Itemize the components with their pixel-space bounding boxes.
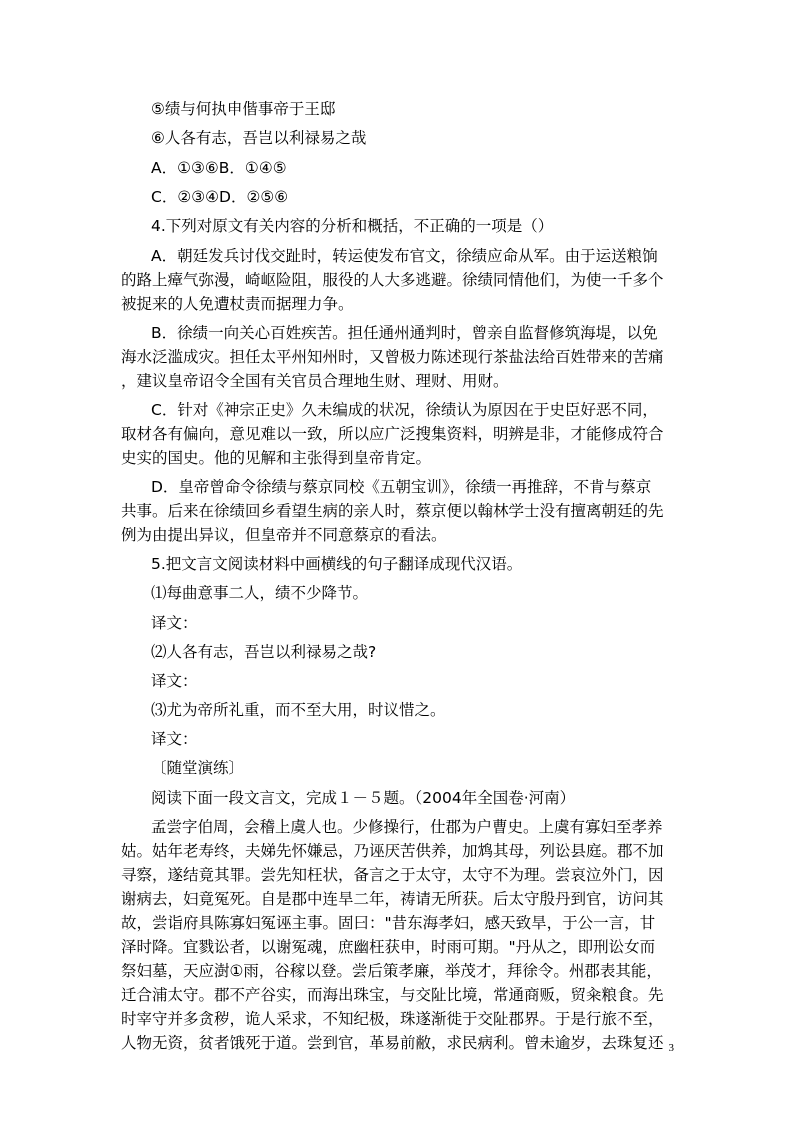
passage-line: 谢病去，妇竟冤死。自是郡中连旱二年，祷请无所获。后太守殷丹到官，访问其 — [121, 890, 664, 908]
passage-line: 人物无资，贫者饿死于道。尝到官，革易前敝，求民病利。曾未逾岁，去珠复还 — [121, 1034, 664, 1052]
translation-item: ⑴每曲意事二人，绩不少降节。 — [151, 584, 369, 602]
translation-item: ⑶尤为帝所礼重，而不至大用，时议惜之。 — [151, 701, 446, 719]
exercise-instruction: 阅读下面一段文言文，完成１－５题。（2004年全国卷·河南） — [151, 789, 576, 807]
question-4-prompt: 4.下列对原文有关内容的分析和概括，不正确的一项是（） — [151, 217, 554, 235]
passage-line: 姑。姑年老寿终，夫娣先怀嫌忌，乃诬厌苦供养，加鸩其母，列讼县庭。郡不加 — [121, 842, 664, 860]
option-d-line: 例为由提出异议，但皇帝并不同意蔡京的看法。 — [121, 526, 447, 544]
passage-line: 寻察，遂结竟其罪。尝先知枉状，备言之于太守，太守不为理。尝哀泣外门，因 — [121, 866, 664, 884]
translation-item: ⑵人各有志，吾岂以利禄易之哉? — [151, 643, 377, 661]
translation-label: 译文： — [151, 730, 198, 748]
passage-line: 祭妇墓，天应澍①雨，谷稼以登。尝后策孝廉，举茂才，拜徐令。州郡表其能， — [121, 962, 662, 980]
option-c-line: 取材各有偏向，意见难以一致，所以应广泛搜集资料，明辨是非，才能修成符合 — [121, 425, 664, 443]
passage-line: 故，尝诣府具陈寡妇冤诬主事。固曰："昔东海孝妇，感天致旱，于公一言，甘 — [121, 914, 656, 932]
option-d-line: 共事。后来在徐绩回乡看望生病的亲人时，蔡京便以翰林学士没有擅离朝廷的先 — [121, 502, 664, 520]
passage-line: 泽时降。宜戮讼者，以谢冤魂，庶幽枉获申，时雨可期。"丹从之，即刑讼女而 — [121, 938, 656, 956]
passage-line: 时宰守并多贪秽，诡人采求，不知纪极，珠遂渐徙于交阯郡界。于是行旅不至， — [121, 1010, 664, 1028]
option-a-line: 的路上瘴气弥漫，崎岖险阻，服役的人大多逃避。徐绩同情他们，为使一千多个 — [121, 271, 664, 289]
question-5-prompt: 5.把文言文阅读材料中画横线的句子翻译成现代汉语。 — [151, 555, 523, 573]
option-c-line: C．针对《神宗正史》久未编成的状况，徐绩认为原因在于史臣好恶不同， — [151, 401, 658, 419]
text-line: A．①③⑥B．①④⑤ — [151, 159, 287, 177]
page-number: 3 — [668, 1042, 674, 1054]
text-line: C．②③④D．②⑤⑥ — [151, 188, 289, 206]
option-a-line: 被捉来的人免遭杖责而据理力争。 — [121, 295, 354, 313]
option-b-line: 海水泛滥成灾。担任太平州知州时，又曾极力陈述现行茶盐法给百姓带来的苦痛 — [121, 348, 664, 366]
option-c-line: 史实的国史。他的见解和主张得到皇帝肯定。 — [121, 449, 432, 467]
translation-label: 译文： — [151, 614, 198, 632]
passage-line: 孟尝字伯周，会稽上虞人也。少修操行，仕郡为户曹史。上虞有寡妇至孝养 — [151, 818, 663, 836]
option-b-line: B．徐绩一向关心百姓疾苦。担任通州通判时，曾亲自监督修筑海堤，以免 — [151, 324, 658, 342]
option-a-line: A．朝廷发兵讨伐交趾时，转运使发布官文，徐绩应命从军。由于运送粮饷 — [151, 247, 658, 265]
text-line: ⑤绩与何执申偕事帝于王邸 — [151, 100, 336, 118]
passage-line: 迁合浦太守。郡不产谷实，而海出珠宝，与交阯比境，常通商贩，贸籴粮食。先 — [121, 986, 664, 1004]
option-d-line: D．皇帝曾命令徐绩与蔡京同校《五朝宝训》，徐绩一再推辞，不肯与蔡京 — [151, 478, 652, 496]
translation-label: 译文： — [151, 672, 198, 690]
option-b-line: ，建议皇帝诏令全国有关官员合理地生财、理财、用财。 — [121, 372, 509, 390]
section-heading: 〔随堂演练〕 — [151, 759, 245, 777]
text-line: ⑥人各有志，吾岂以利禄易之哉 — [151, 129, 367, 147]
